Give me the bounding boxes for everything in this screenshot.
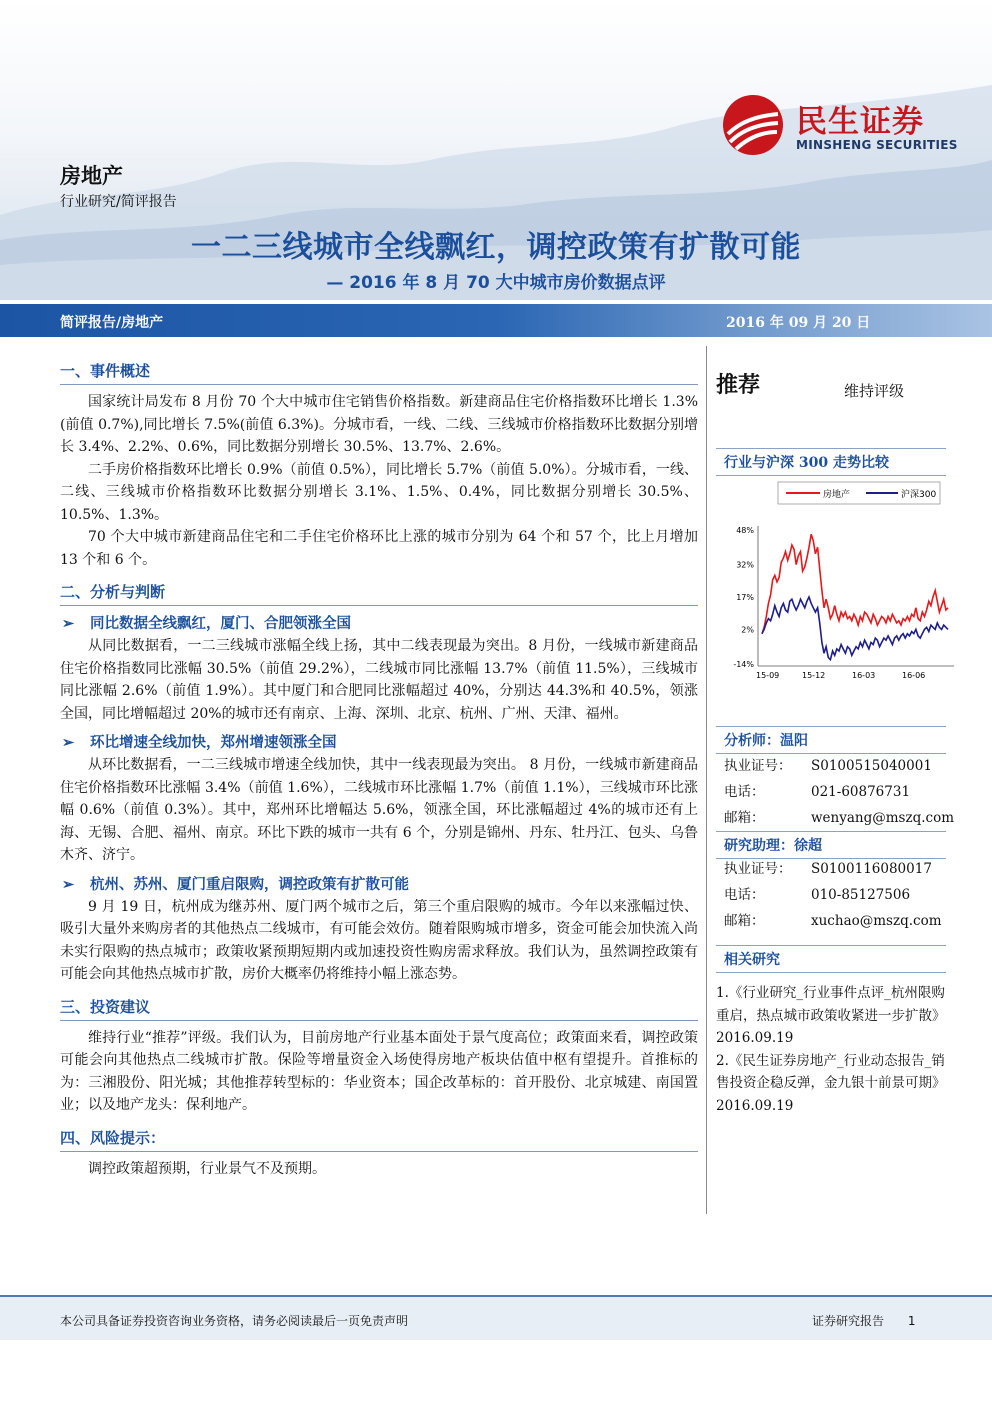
company-logo bbox=[722, 94, 962, 160]
footer-report-label: 证券研究报告 bbox=[812, 1314, 885, 1328]
footer-disclaimer: 本公司具备证券投资咨询业务资格，请务必阅读最后一页免责声明 bbox=[60, 1314, 409, 1328]
analyst-info bbox=[724, 753, 954, 831]
subheading-text: 同比数据全线飘红，厦门、合肥领涨全国 bbox=[90, 615, 351, 632]
sector-label: 房地产 bbox=[60, 164, 123, 188]
paragraph: 从同比数据看，一二三线城市涨幅全线上扬，其中二线表现最为突出。8 月份，一线城市新建商品住宅价格指数同比涨幅 30.5%（前值 29.2%），二线城市同比涨幅 13.7%（前值 11.5%），三线城市同比涨幅 2.6%（前值 1.9%）。其中厦门和合肥同比涨幅超过 40%，分别达 44.3%和 40.5%，领涨全国，同比增幅超过 20%的城市还有南京、上海、深圳、北京、杭州、广州、天津、福州。 bbox=[60, 638, 698, 722]
subheading-text: 环比增速全线加快，郑州增速领涨全国 bbox=[90, 734, 337, 751]
info-row bbox=[724, 882, 942, 908]
info-key: 邮箱： bbox=[724, 913, 765, 929]
y-tick-label: 48% bbox=[736, 526, 754, 535]
legend-label-hs300: 沪深300 bbox=[901, 490, 937, 500]
info-row bbox=[724, 753, 954, 779]
series-line-estate bbox=[762, 534, 948, 633]
info-key: 电话： bbox=[724, 887, 765, 903]
info-row bbox=[724, 805, 954, 831]
y-tick-label: 2% bbox=[741, 625, 754, 635]
subheading bbox=[60, 612, 698, 633]
info-key: 电话： bbox=[724, 784, 765, 800]
paragraph: 国家统计局发布 8 月份 70 个大中城市住宅销售价格指数。新建商品住宅价格指数环比增长 1.3%(前值 0.7%),同比增长 7.5%(前值 6.3%)。分城市看，一线、二线、三线城市价格指数环比数据分别增长 3.4%、2.2%、0.6%，同比数据分别增长 30.5%、13.7%、2.6%。 bbox=[60, 394, 698, 455]
info-value[interactable]: xuchao@mszq.com bbox=[811, 913, 942, 929]
main-content bbox=[60, 360, 698, 1180]
arrow-bullet-icon: ➢ bbox=[62, 615, 75, 632]
info-row bbox=[724, 779, 954, 805]
paragraph: 从环比数据看，一二三线城市增速全线加快，其中一线表现最为突出。 8 月份，一线城市新建商品住宅价格指数环比涨幅 3.4%（前值 1.6%），二线城市环比涨幅 1.7%（前值 1.1%），三线城市环比涨幅 0.6%（前值 0.3%）。其中，郑州环比增幅达 5.6%，领涨全国，环比涨幅超过 4%的城市还有上海、无锡、合肥、福州、南京。环比下跌的城市一共有 6 个，分别是锦州、丹东、牡丹江、包头、乌鲁木齐、济宁。 bbox=[60, 757, 698, 863]
section-heading: 一、事件概述 bbox=[60, 360, 698, 385]
x-tick-label: 15-09 bbox=[756, 671, 780, 680]
arrow-bullet-icon: ➢ bbox=[62, 734, 75, 751]
y-tick-label: 17% bbox=[736, 593, 754, 602]
analyst-heading: 分析师：温阳 bbox=[716, 726, 946, 754]
column-divider bbox=[706, 346, 707, 1214]
subheading bbox=[60, 731, 698, 752]
paragraph: 70 个大中城市新建商品住宅和二手住宅价格环比上涨的城市分别为 64 个和 57 个，比上月增加 13 个和 6 个。 bbox=[60, 529, 698, 568]
logo-mark-icon bbox=[722, 94, 784, 156]
page-number: 1 bbox=[907, 1314, 916, 1328]
paragraph: 9 月 19 日，杭州成为继苏州、厦门两个城市之后，第三个重启限购的城市。今年以来涨幅过快、吸引大量外来购房者的其他热点二线城市，有可能会效仿。随着限购城市增多，资金可能会加快流入尚未实行限购的热点城市；政策收紧预期短期内或加速投资性购房需求释放。我们认为，虽然调控政策有可能会向其他热点城市扩散，房价大概率仍将维持小幅上涨态势。 bbox=[60, 898, 698, 982]
assistant-info bbox=[724, 856, 942, 934]
report-title: 一二三线城市全线飘红，调控政策有扩散可能 bbox=[191, 230, 801, 265]
report-date: 2016 年 09 月 20 日 bbox=[726, 315, 871, 331]
chart-heading: 行业与沪深 300 走势比较 bbox=[716, 448, 946, 476]
arrow-bullet-icon: ➢ bbox=[62, 875, 75, 893]
info-value: 010-85127506 bbox=[811, 887, 911, 903]
x-tick-label: 16-06 bbox=[902, 671, 926, 680]
related-date: 2016.09.19 bbox=[716, 1030, 794, 1046]
rating-block bbox=[716, 368, 946, 399]
section-heading: 三、投资建议 bbox=[60, 996, 698, 1021]
subheading-text: 杭州、苏州、厦门重启限购，调控政策有扩散可能 bbox=[90, 875, 409, 893]
paragraph: 维持行业“推荐”评级。我们认为，目前房地产行业基本面处于景气度高位；政策面来看，调控政策可能会向其他热点二线城市扩散。保险等增量资金入场使得房地产板块估值中枢有望提升。首推标的为：三湘股份、阳光城；其他推荐转型标的：华业资本；国企改革标的：首开股份、北京城建、南国置业；以及地产龙头：保利地产。 bbox=[60, 1029, 698, 1113]
info-row bbox=[724, 856, 942, 882]
y-tick-label: -14% bbox=[733, 660, 754, 669]
related-item[interactable]: 1.《行业研究_行业事件点评_杭州限购重启，热点城市政策收紧进一步扩散》 bbox=[716, 985, 946, 1024]
related-list bbox=[716, 982, 946, 1117]
report-subtitle: — 2016 年 8 月 70 大中城市房价数据点评 bbox=[326, 273, 666, 293]
subheading bbox=[60, 873, 698, 894]
rating-sub: 维持评级 bbox=[844, 382, 905, 400]
trend-chart bbox=[724, 478, 956, 684]
info-key: 邮箱： bbox=[724, 810, 765, 826]
band-category: 简评报告/房地产 bbox=[60, 315, 164, 331]
info-key: 执业证号： bbox=[724, 758, 792, 774]
section-heading: 四、风险提示： bbox=[60, 1127, 698, 1152]
y-tick-label: 32% bbox=[736, 560, 754, 570]
header-band bbox=[0, 304, 992, 337]
info-key: 执业证号： bbox=[724, 861, 792, 877]
info-value: S0100515040001 bbox=[811, 758, 932, 774]
related-item[interactable]: 2.《民生证券房地产_行业动态报告_销售投资企稳反弹，金九银十前景可期》 bbox=[716, 1052, 946, 1091]
rating: 推荐 bbox=[716, 373, 761, 398]
x-tick-label: 15-12 bbox=[802, 671, 826, 680]
info-value: S0100116080017 bbox=[811, 861, 932, 877]
legend-label-estate: 房地产 bbox=[823, 490, 851, 500]
report-type-label: 行业研究/简评报告 bbox=[60, 194, 177, 210]
x-tick-label: 16-03 bbox=[852, 671, 876, 680]
paragraph: 二手房价格指数环比增长 0.9%（前值 0.5%），同比增长 5.7%（前值 5.0%）。分城市看，一线、二线、三线城市价格指数环比数据分别增长 3.1%、1.5%、0.4%，同比数据分别增长 30.5%、10.5%、1.3%。 bbox=[60, 461, 698, 523]
info-value[interactable]: wenyang@mszq.com bbox=[811, 810, 955, 826]
logo-chinese-name: 民生证券 bbox=[796, 104, 924, 140]
related-date: 2016.09.19 bbox=[716, 1097, 794, 1114]
assistant-heading: 研究助理：徐超 bbox=[716, 831, 946, 859]
paragraph: 调控政策超预期，行业景气不及预期。 bbox=[88, 1160, 326, 1177]
logo-english-name: MINSHENG SECURITIES bbox=[796, 138, 958, 152]
related-heading: 相关研究 bbox=[716, 945, 946, 973]
trend-chart-svg bbox=[724, 478, 956, 684]
footer-right bbox=[812, 1312, 915, 1329]
info-value: 021-60876731 bbox=[811, 784, 911, 800]
series-line-hs300 bbox=[762, 597, 948, 660]
section-heading: 二、分析与判断 bbox=[60, 581, 698, 606]
info-row bbox=[724, 908, 942, 934]
